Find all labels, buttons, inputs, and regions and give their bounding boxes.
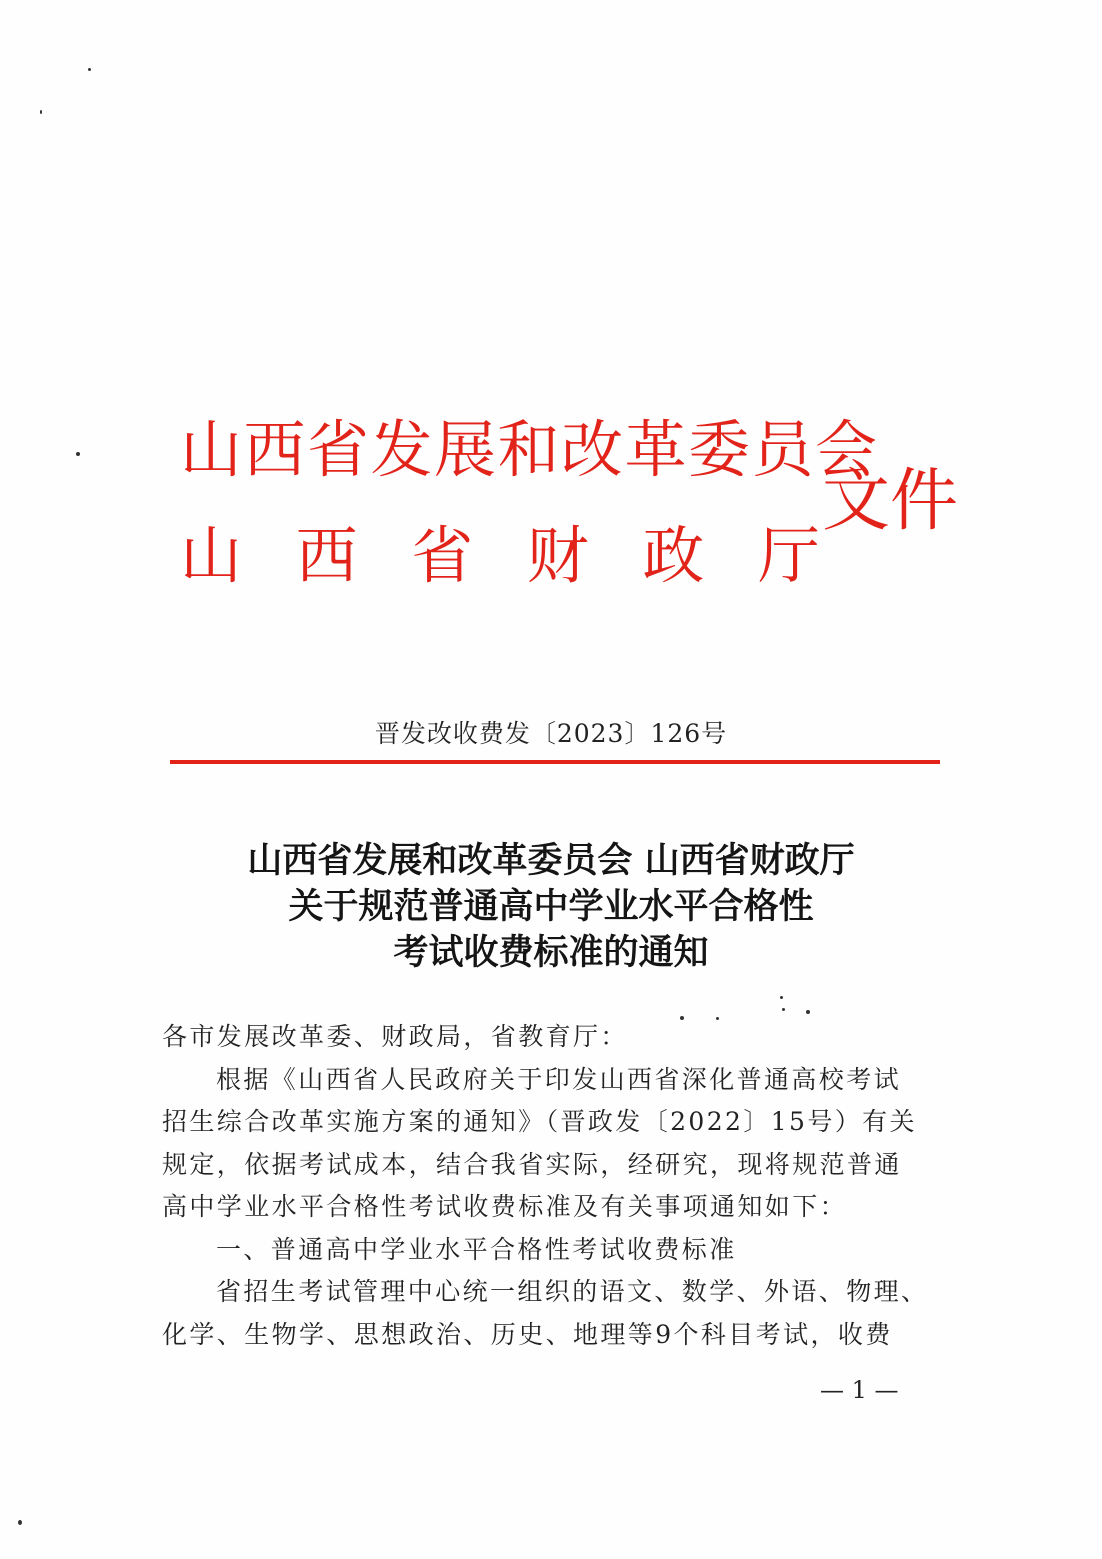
scan-speck	[76, 452, 80, 456]
scan-speck	[88, 68, 91, 71]
document-number: 晋发改收费发〔2023〕126号	[374, 719, 728, 748]
page-number: — 1 —	[820, 1376, 899, 1404]
scan-speck	[40, 110, 42, 114]
salutation: 各市发展改革委、财政局，省教育厅：	[162, 1022, 628, 1051]
issuer-char: 财	[526, 519, 589, 592]
red-divider-line	[170, 760, 940, 764]
issuer-char: 厅	[757, 519, 820, 592]
issuer-name-line1	[180, 410, 879, 490]
issuer-char: 山	[180, 519, 243, 592]
scan-speck	[18, 1520, 22, 1525]
body-line: 招生综合改革实施方案的通知》（晋政发〔2022〕15号）有关	[162, 1107, 917, 1136]
issuer-name-text: 山西省发展和改革委员会	[180, 413, 879, 486]
body-line: 省招生考试管理中心统一组织的语文、数学、外语、物理、	[216, 1277, 929, 1306]
scan-speck	[780, 996, 783, 999]
section-heading: 一、普通高中学业水平合格性考试收费标准	[216, 1234, 737, 1264]
body-line: 根据《山西省人民政府关于印发山西省深化普通高校考试	[216, 1064, 902, 1094]
document-body	[162, 1016, 937, 1356]
body-line: 高中学业水平合格性考试收费标准及有关事项通知如下：	[162, 1192, 848, 1221]
title-line: 关于规范普通高中学业水平合格性	[288, 886, 814, 927]
document-title	[0, 838, 1102, 976]
issuer-char: 政	[642, 519, 705, 592]
issuer-name-line2	[180, 516, 820, 596]
issuer-char: 西	[295, 519, 358, 592]
scan-speck	[782, 1008, 785, 1011]
body-line: 化学、生物学、思想政治、历史、地理等9个科目考试，收费	[162, 1319, 893, 1349]
title-line: 考试收费标准的通知	[393, 932, 709, 973]
issuer-char: 省	[411, 519, 474, 592]
document-type-label: 文件	[822, 462, 959, 541]
body-line: 规定，依据考试成本，结合我省实际，经研究，现将规范普通	[162, 1149, 902, 1179]
scan-speck	[806, 1010, 810, 1014]
title-line: 山西省发展和改革委员会 山西省财政厅	[247, 840, 855, 881]
